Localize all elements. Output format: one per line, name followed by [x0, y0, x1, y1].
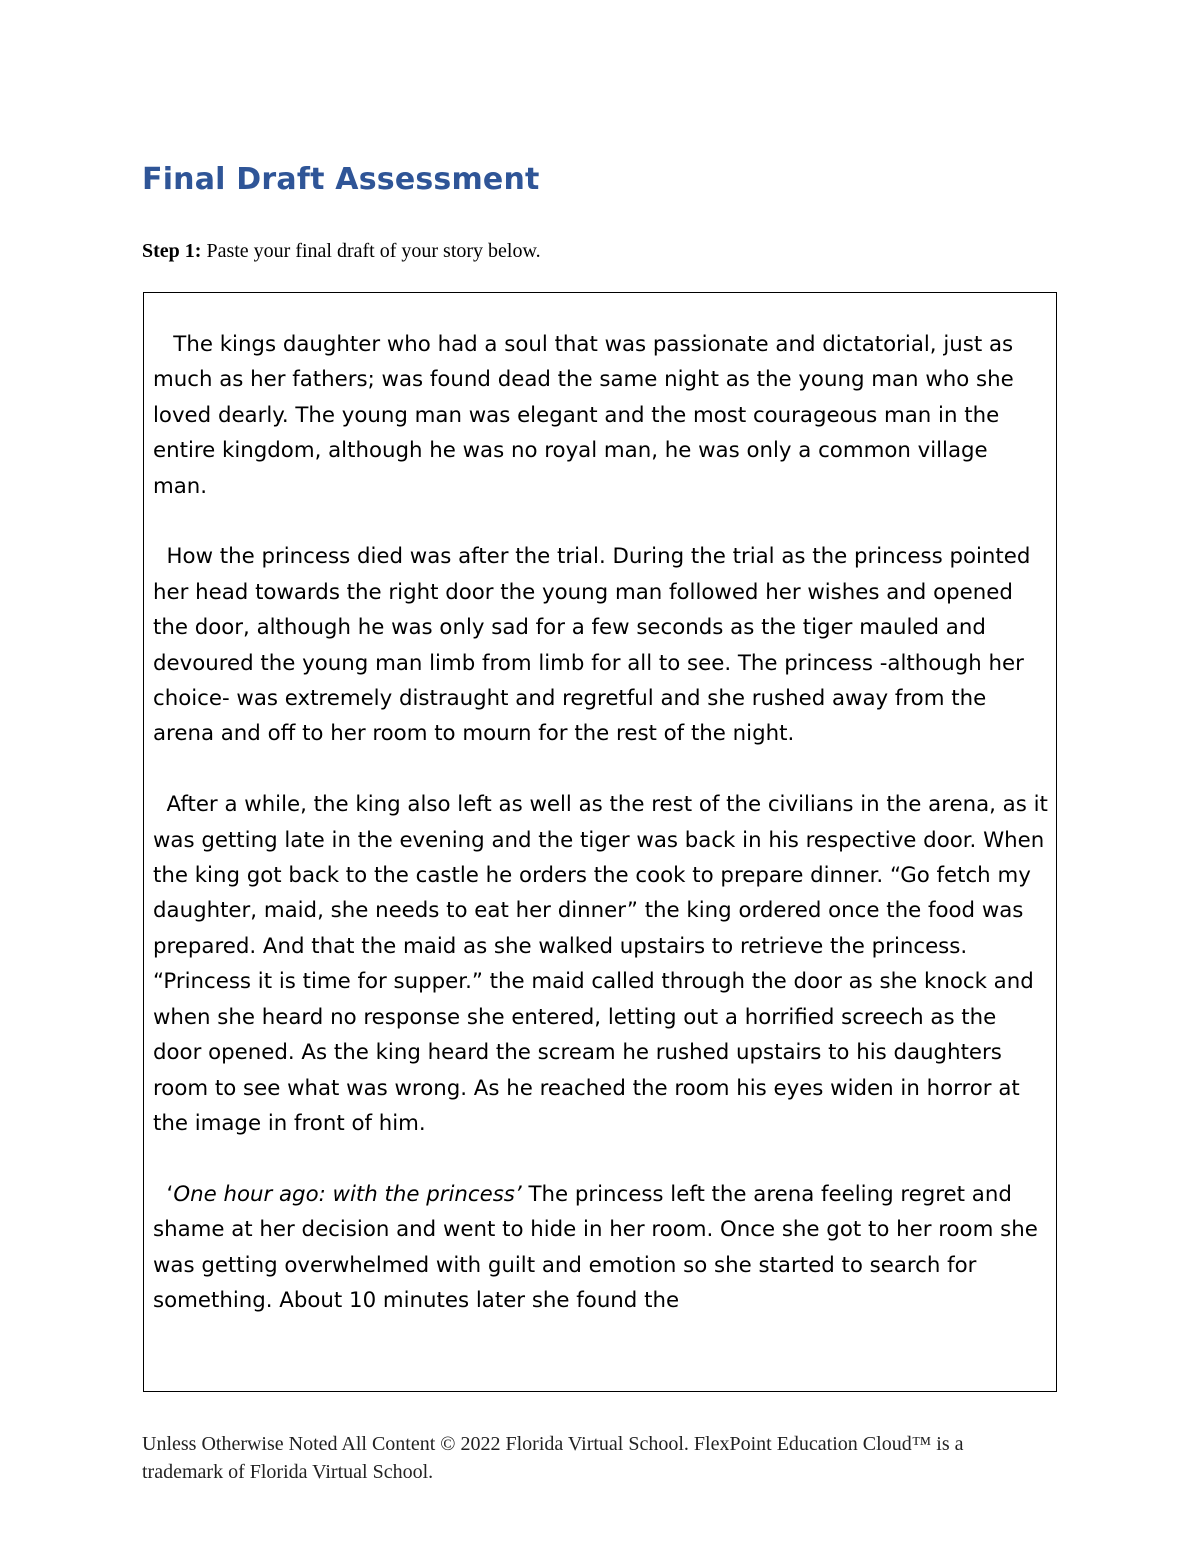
story-text-box[interactable] [143, 292, 1057, 1392]
quote-mark: ‘ [153, 1181, 174, 1207]
step-label: Step 1: [142, 240, 202, 262]
story-paragraph: How the princess died was after the trial. During the trial as the princess pointed her head towards the right door the young man followed her wishes and opened the door, although he was only sad for a few seconds as the tiger mauled and devoured the young man limb from limb for all to see. The princess -although her choice- was extremely distraught and regretful and she rushed away from the arena and off to her room to mourn for the rest of the night. [153, 544, 1031, 747]
scene-heading: One hour ago: with the princess’ [173, 1181, 522, 1207]
step-text: Paste your final draft of your story below. [201, 240, 541, 262]
story-paragraph-text: The princess left the arena feeling regret and shame at her decision and went to hide in her room. Once she got to her room she was getting overwhelmed with guilt and emotion so she started to search for something. About 10 minutes later she found the [153, 1181, 1038, 1313]
story-content [153, 327, 1048, 1318]
story-paragraph: After a while, the king also left as well as the rest of the civilians in the arena, as it was getting late in the evening and the tiger was back in his respective door. When the king got back to the castle he orders the cook to prepare dinner. “Go fetch my daughter, maid, she needs to eat her dinner” the king ordered once the food was prepared. And that the maid as she walked upstairs to retrieve the princess. “Princess it is time for supper.” the maid called through the door as she knock and when she heard no response she entered, letting out a horrified screech as the door opened. As the king heard the scream he rushed upstairs to his daughters room to see what was wrong. As he reached the room his eyes widen in horror at the image in front of him. [153, 792, 1048, 1136]
story-paragraph [153, 1177, 1048, 1319]
copyright-footer: Unless Otherwise Noted All Content © 2022 Florida Virtual School. FlexPoint Education Cloud™ is a trademark of Florida Virtual School. [142, 1433, 964, 1483]
page-title: Final Draft Assessment [142, 162, 540, 197]
step-instruction [142, 240, 541, 263]
story-paragraph: The kings daughter who had a soul that was passionate and dictatorial, just as much as her fathers; was found dead the same night as the young man who she loved dearly. The young man was elegant and the most courageous man in the entire kingdom, although he was no royal man, he was only a common village man. [153, 332, 1014, 499]
